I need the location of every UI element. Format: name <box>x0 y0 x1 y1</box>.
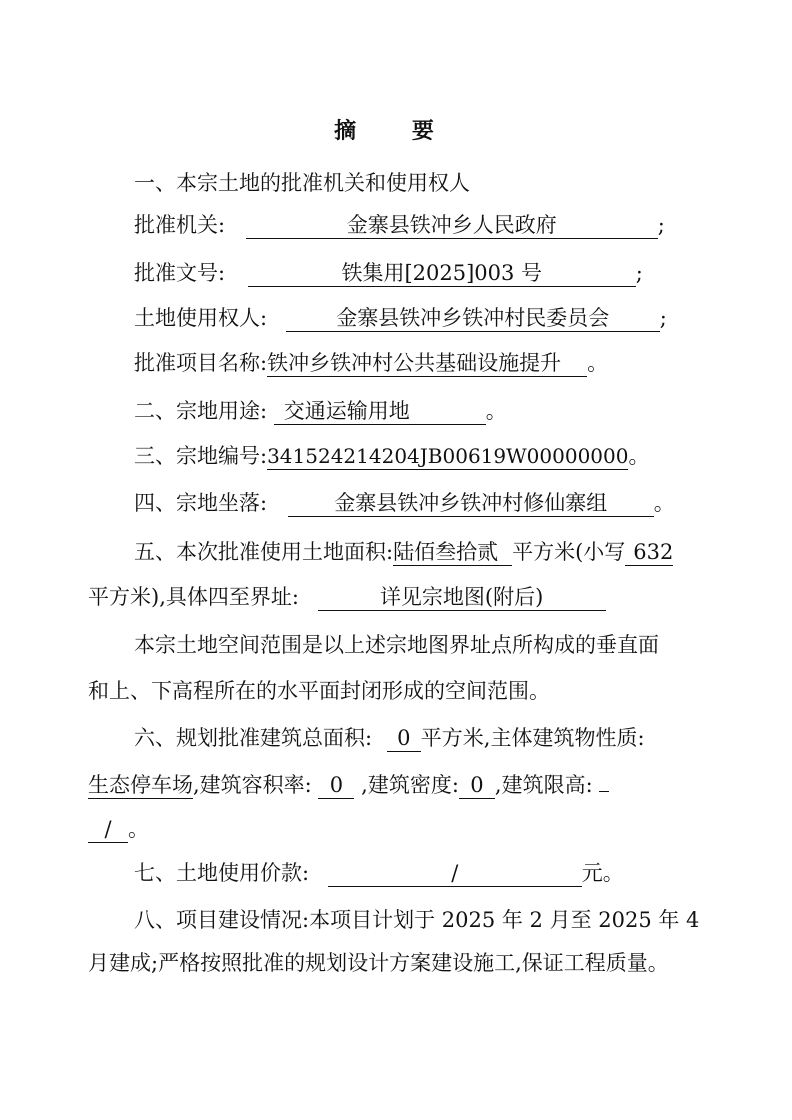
location-line: 四、宗地坐落: 金寨县铁冲乡铁冲村修仙寨组 。 <box>134 491 675 515</box>
price-label: 七、土地使用价款: <box>134 861 310 885</box>
area-line-1: 五、本次批准使用土地面积:陆佰叁拾贰 平方米(小写 632 <box>134 540 674 564</box>
parcel-no-value: 341524214204JB00619W00000000 <box>267 444 629 468</box>
space-line-2: 和上、下高程所在的水平面封闭形成的空间范围。 <box>88 679 550 703</box>
land-user-value: 金寨县铁冲乡铁冲村民委员会 <box>286 305 660 332</box>
project-name-label: 批准项目名称: <box>134 351 268 375</box>
space-line-1: 本宗土地空间范围是以上述宗地图界址点所构成的垂直面 <box>134 633 659 657</box>
height-value: / <box>88 816 128 843</box>
area-value-cn: 陆佰叁拾贰 <box>393 539 512 566</box>
land-use-line: 二、宗地用途: 交通运输用地 。 <box>134 399 507 423</box>
building-nature-value: 生态停车场 <box>88 773 193 797</box>
project-name-value: 铁冲乡铁冲村公共基础设施提升 <box>267 350 587 377</box>
planning-line-2: 生态停车场,建筑容积率: 0 ,建筑密度: 0 ,建筑限高: <box>88 770 792 800</box>
boundary-value: 详见宗地图(附后) <box>318 584 606 611</box>
planning-label: 六、规划批准建筑总面积: <box>134 726 373 750</box>
section-1-heading: 一、本宗土地的批准机关和使用权人 <box>134 171 470 195</box>
price-line: 七、土地使用价款: / 元。 <box>134 861 624 885</box>
far-value: 0 <box>318 772 354 799</box>
construction-line-2: 月建成;严格按照批准的规划设计方案建设施工,保证工程质量。 <box>88 951 669 975</box>
approval-doc-value: 铁集用[2025]003 号 <box>248 260 636 287</box>
land-user-label: 土地使用权人: <box>134 306 268 330</box>
approval-authority-value: 金寨县铁冲乡人民政府 <box>246 212 658 239</box>
total-area-value: 0 <box>387 725 421 752</box>
area-label: 五、本次批准使用土地面积: <box>134 540 394 564</box>
price-value: / <box>328 860 582 887</box>
parcel-no-line: 三、宗地编号:341524214204JB00619W00000000。 <box>134 444 650 468</box>
planning-line-3: / 。 <box>88 814 792 844</box>
page-title: 摘 要 <box>334 119 458 144</box>
planning-line-1: 六、规划批准建筑总面积: 0 平方米,主体建筑物性质: <box>134 726 645 750</box>
location-value: 金寨县铁冲乡铁冲村修仙寨组 <box>288 490 654 517</box>
project-name-line: 批准项目名称:铁冲乡铁冲村公共基础设施提升 。 <box>134 351 609 375</box>
parcel-no-label: 三、宗地编号: <box>134 444 268 468</box>
approval-authority-line: 批准机关: 金寨县铁冲乡人民政府 ; <box>134 213 665 237</box>
construction-line-1: 八、项目建设情况:本项目计划于 2025 年 2 月至 2025 年 4 <box>134 908 700 932</box>
approval-doc-label: 批准文号: <box>134 261 226 285</box>
location-label: 四、宗地坐落: <box>134 491 268 515</box>
approval-authority-label: 批准机关: <box>134 213 226 237</box>
land-use-label: 二、宗地用途: <box>134 399 268 423</box>
approval-doc-line: 批准文号: 铁集用[2025]003 号 ; <box>134 261 643 285</box>
area-line-2: 平方米),具体四至界址: 详见宗地图(附后) <box>88 582 792 612</box>
land-user-line: 土地使用权人: 金寨县铁冲乡铁冲村民委员会 ; <box>134 306 667 330</box>
area-value-num: 632 <box>625 539 673 566</box>
density-value: 0 <box>459 772 495 799</box>
land-use-value: 交通运输用地 <box>274 398 486 425</box>
